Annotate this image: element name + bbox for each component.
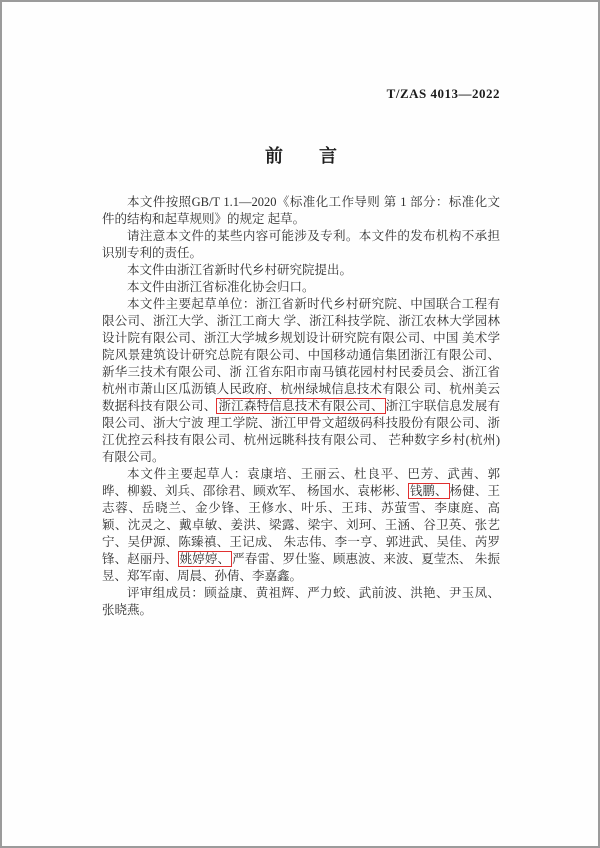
page-title: 前 言 xyxy=(265,146,337,166)
paragraph xyxy=(102,194,500,228)
text-segment: 本文件按照GB/T 1.1—2020《标准化工作导则 第 1 部分：标准化文件的结构和起草规则》的规定 起草。 xyxy=(102,195,500,226)
page-content-area xyxy=(2,2,598,619)
text-segment: 严春雷、罗仕鉴、顾惠波、来波、夏莹杰、 朱振昱、郑军南、周晨、孙倩、李嘉鑫。 xyxy=(102,552,500,583)
text-segment: 杨健、王志蓉、岳晓兰、金少锋、王修水、叶乐、王玮、苏萤雪、李康庭、高 颖、沈灵之、戴卓敏、姜洪、梁露、梁宇、刘珂、王涵、谷卫英、张艺宁、吴伊源、陈臻禛、王记成、 朱志伟、李一亨、郭进武、吴佳、芮罗锋、赵丽丹、 xyxy=(102,484,500,566)
body-paragraphs xyxy=(102,194,500,619)
text-segment: 本文件主要起草人：袁康培、王丽云、杜良平、巴芳、武茜、郭晔、柳毅、刘兵、邵徐君、顾欢军、 杨国水、袁彬彬、 xyxy=(102,467,500,498)
paragraph xyxy=(102,466,500,585)
text-segment: 请注意本文件的某些内容可能涉及专利。本文件的发布机构不承担识别专利的责任。 xyxy=(102,229,500,260)
text-segment: 浙江宇联信息发展有限公司、浙大宁波 理工学院、浙江甲骨文超级码科技股份有限公司、浙江优控云科技有限公司、杭州远眺科技有限公司、 芒种数字乡村(杭州) 有限公司。 xyxy=(102,399,500,464)
paragraph xyxy=(102,262,500,279)
text-segment: 本文件由浙江省新时代乡村研究院提出。 xyxy=(127,263,353,277)
doc-number: T/ZAS 4013—2022 xyxy=(386,86,500,101)
red-box-highlight: 钱鹏、 xyxy=(409,484,448,498)
red-box-highlight: 浙江森特信息技术有限公司、 xyxy=(218,399,384,413)
text-segment: 本文件由浙江省标准化协会归口。 xyxy=(127,280,315,294)
red-box-highlight: 姚婷婷、 xyxy=(179,552,231,566)
text-segment: 本文件主要起草单位：浙江省新时代乡村研究院、中国联合工程有限公司、浙江大学、浙江工商大 学、浙江科技学院、浙江农林大学园林设计院有限公司、浙江大学城乡规划设计研究院有限公司、中国 美术学院风景建筑设计研究总院有限公司、中国移动通信集团浙江有限公司、新华三技术有限公司、浙 江省东阳市南马镇花园村村民委员会、浙江省杭州市萧山区瓜沥镇人民政府、杭州绿城信息技术有限公 司、杭州美云数据科技有限公司、 xyxy=(102,297,500,413)
paragraph xyxy=(102,279,500,296)
paragraph xyxy=(102,228,500,262)
paragraph xyxy=(102,296,500,466)
text-segment: 评审组成员：顾益康、黄祖辉、严力蛟、武前波、洪艳、尹玉凤、张晓燕。 xyxy=(102,586,500,617)
paragraph xyxy=(102,585,500,619)
